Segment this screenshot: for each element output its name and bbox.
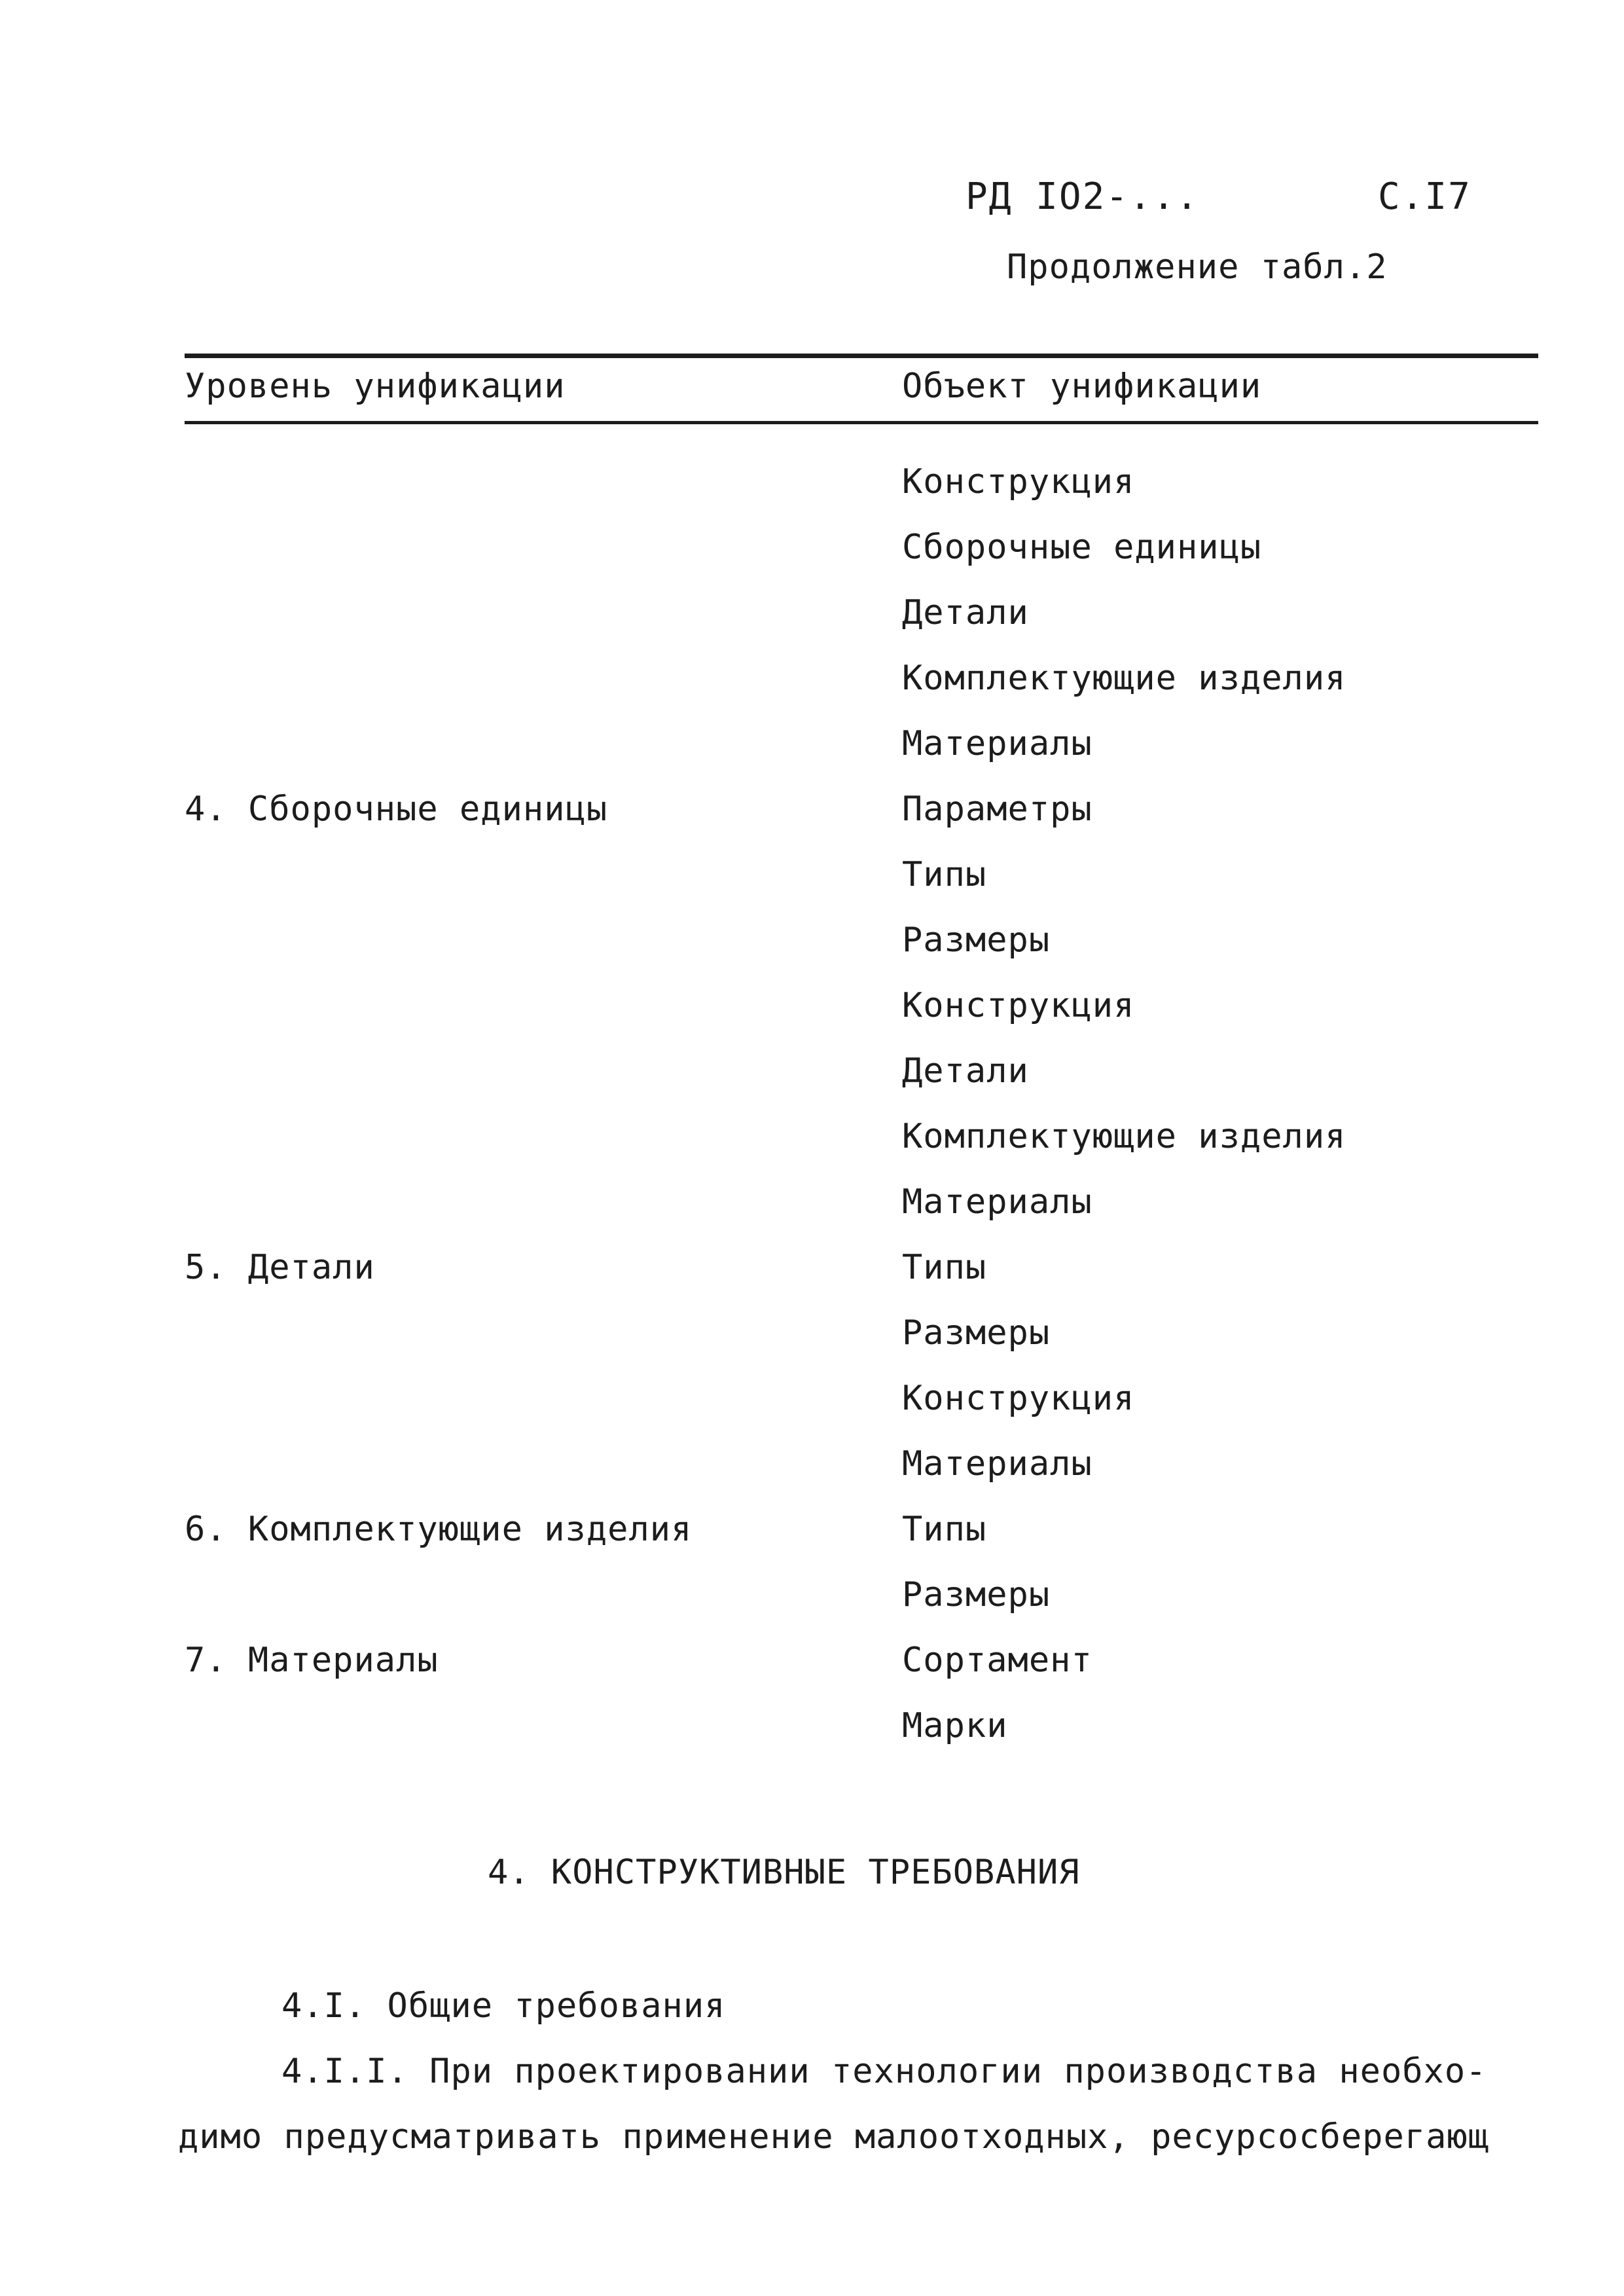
table-cell-object: Типы <box>902 855 987 894</box>
paragraph-line: 4.I.I. При проектировании технологии производства необхо- <box>281 2052 1487 2091</box>
table-cell-object: Комплектующие изделия <box>902 1117 1346 1156</box>
column-header-level: Уровень унификации <box>185 367 566 406</box>
table-cell-level: 6. Комплектующие изделия <box>185 1510 693 1549</box>
table-cell-object: Детали <box>902 593 1029 632</box>
subsection-heading: 4.I. Общие требования <box>281 1986 726 2026</box>
paragraph-line: димо предусматривать применение малоотходных, ресурсосберегающ <box>178 2117 1490 2157</box>
table-cell-object: Комплектующие изделия <box>902 659 1346 698</box>
column-header-object: Объект унификации <box>902 367 1262 406</box>
table-cell-object: Размеры <box>902 920 1051 960</box>
table-cell-object: Сортамент <box>902 1641 1092 1680</box>
table-cell-object: Параметры <box>902 790 1092 829</box>
table-top-rule <box>185 354 1538 358</box>
table-cell-level: 5. Детали <box>185 1248 375 1287</box>
page-number: С.I7 <box>1378 175 1471 218</box>
table-cell-object: Типы <box>902 1248 987 1287</box>
table-cell-object: Сборочные единицы <box>902 528 1262 567</box>
table-cell-object: Конструкция <box>902 462 1135 501</box>
table-cell-level: 4. Сборочные единицы <box>185 790 608 829</box>
table-cell-object: Марки <box>902 1706 1008 1745</box>
table-cell-object: Конструкция <box>902 1379 1135 1418</box>
table-cell-object: Материалы <box>902 724 1092 763</box>
table-cell-object: Типы <box>902 1510 987 1549</box>
table-cell-object: Материалы <box>902 1182 1092 1222</box>
document-code: РД IО2-... <box>965 175 1200 218</box>
table-cell-object: Размеры <box>902 1575 1051 1614</box>
table-header-rule <box>185 421 1538 424</box>
table-cell-object: Детали <box>902 1051 1029 1091</box>
section-title: 4. КОНСТРУКТИВНЫЕ ТРЕБОВАНИЯ <box>488 1853 1080 1892</box>
table-cell-object: Размеры <box>902 1313 1051 1353</box>
table-continuation-label: Продолжение табл.2 <box>1007 247 1388 287</box>
table-cell-object: Конструкция <box>902 986 1135 1025</box>
table-cell-object: Материалы <box>902 1444 1092 1484</box>
table-cell-level: 7. Материалы <box>185 1641 439 1680</box>
